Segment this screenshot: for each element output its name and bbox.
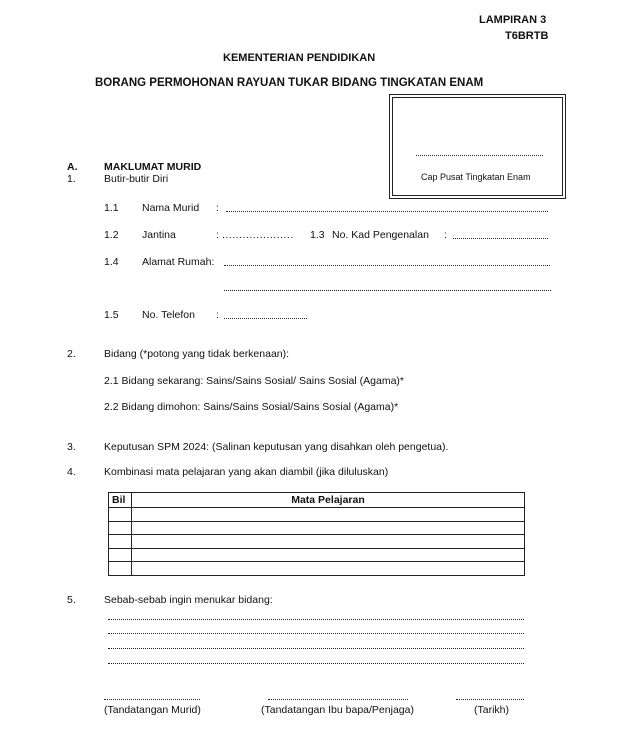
item-4-number: 4. bbox=[67, 466, 76, 478]
phone-line[interactable] bbox=[224, 318, 307, 319]
field-1-3-label: No. Kad Pengenalan bbox=[332, 229, 429, 241]
table-row bbox=[109, 521, 525, 535]
item-4-text: Kombinasi mata pelajaran yang akan diambil (jika diluluskan) bbox=[104, 466, 389, 478]
student-signature-label: (Tandatangan Murid) bbox=[104, 704, 201, 716]
table-header-row bbox=[109, 493, 525, 508]
ministry-title: KEMENTERIAN PENDIDIKAN bbox=[223, 52, 376, 64]
table-cell[interactable] bbox=[109, 535, 132, 549]
field-1-1-label: Nama Murid bbox=[142, 202, 200, 214]
table-row bbox=[109, 548, 525, 562]
table-row bbox=[109, 535, 525, 549]
form-title: BORANG PERMOHONAN RAYUAN TUKAR BIDANG TINGKATAN ENAM bbox=[95, 77, 484, 89]
field-1-2-label: Jantina bbox=[142, 229, 176, 241]
item-1-label: Butir-butir Diri bbox=[104, 173, 169, 185]
item-2-number: 2. bbox=[67, 348, 76, 360]
reason-line-1[interactable] bbox=[108, 619, 524, 620]
stamp-signature-line bbox=[416, 155, 543, 156]
date-label: (Tarikh) bbox=[474, 704, 510, 716]
address-line-1[interactable] bbox=[224, 265, 550, 266]
field-1-5-number: 1.5 bbox=[104, 309, 119, 321]
col-bil-header: Bil bbox=[109, 493, 132, 508]
section-a-letter: A. bbox=[67, 161, 78, 173]
field-1-2-number: 1.2 bbox=[104, 229, 119, 241]
reason-line-4[interactable] bbox=[108, 663, 524, 664]
section-a-title: MAKLUMAT MURID bbox=[104, 161, 202, 173]
subject-table bbox=[108, 492, 525, 576]
field-1-5-label: No. Telefon bbox=[142, 309, 195, 321]
field-1-4-number: 1.4 bbox=[104, 256, 119, 268]
date-signature-line[interactable] bbox=[456, 699, 524, 700]
item-3-text: Keputusan SPM 2024: (Salinan keputusan yang disahkan oleh pengetua). bbox=[104, 441, 449, 453]
table-cell[interactable] bbox=[109, 548, 132, 562]
field-1-3-number: 1.3 bbox=[310, 229, 325, 241]
ic-number-line[interactable] bbox=[453, 238, 548, 239]
stamp-box bbox=[389, 94, 566, 199]
parent-signature-line[interactable] bbox=[268, 699, 408, 700]
item-5-text: Sebab-sebab ingin menukar bidang: bbox=[104, 594, 273, 606]
table-cell[interactable] bbox=[132, 521, 525, 535]
item-2-text: Bidang (*potong yang tidak berkenaan): bbox=[104, 348, 290, 360]
reason-line-2[interactable] bbox=[108, 633, 524, 634]
field-1-1-colon: : bbox=[216, 202, 219, 214]
table-cell[interactable] bbox=[132, 548, 525, 562]
field-1-2-colon: : bbox=[216, 229, 219, 241]
gender-line[interactable]: ..................... bbox=[222, 229, 294, 241]
address-line-2[interactable] bbox=[224, 290, 551, 291]
field-1-1-number: 1.1 bbox=[104, 202, 119, 214]
table-row bbox=[109, 508, 525, 522]
field-1-5-colon: : bbox=[216, 309, 219, 321]
table-cell[interactable] bbox=[132, 562, 525, 576]
item-5-number: 5. bbox=[67, 594, 76, 606]
parent-signature-label: (Tandatangan Ibu bapa/Penjaga) bbox=[261, 704, 414, 716]
stamp-label: Cap Pusat Tingkatan Enam bbox=[421, 172, 531, 182]
lampiran-label: LAMPIRAN 3 bbox=[479, 14, 547, 26]
field-1-4-label: Alamat Rumah: bbox=[142, 256, 215, 268]
field-1-3-colon: : bbox=[444, 229, 447, 241]
table-cell[interactable] bbox=[109, 521, 132, 535]
reason-line-3[interactable] bbox=[108, 648, 524, 649]
col-subject-header: Mata Pelajaran bbox=[132, 493, 525, 508]
table-cell[interactable] bbox=[132, 535, 525, 549]
form-code: T6BRTB bbox=[505, 30, 549, 42]
table-cell[interactable] bbox=[109, 508, 132, 522]
student-name-line[interactable] bbox=[226, 211, 548, 212]
table-row bbox=[109, 562, 525, 576]
table-cell[interactable] bbox=[132, 508, 525, 522]
student-signature-line[interactable] bbox=[104, 699, 200, 700]
table-cell[interactable] bbox=[109, 562, 132, 576]
item-1-number: 1. bbox=[67, 173, 76, 185]
requested-field-line: 2.2 Bidang dimohon: Sains/Sains Sosial/Sains Sosial (Agama)* bbox=[104, 401, 399, 413]
current-field-line: 2.1 Bidang sekarang: Sains/Sains Sosial/ Sains Sosial (Agama)* bbox=[104, 375, 404, 387]
item-3-number: 3. bbox=[67, 441, 76, 453]
